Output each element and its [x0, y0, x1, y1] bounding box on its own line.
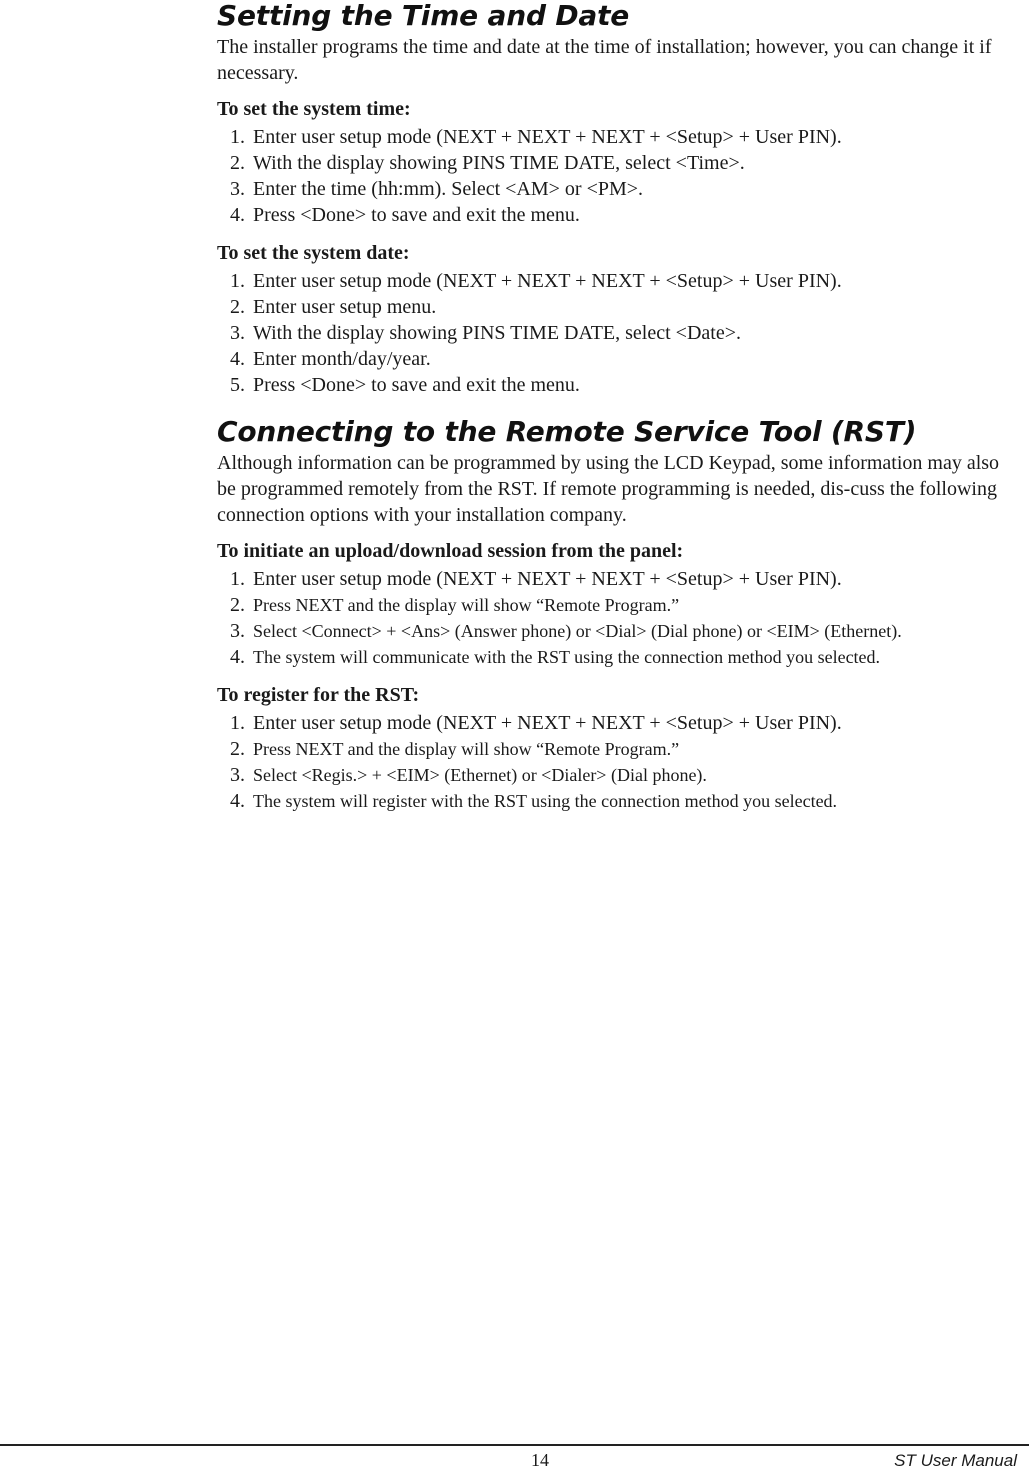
step-text: Press <Done> to save and exit the menu. — [253, 204, 580, 226]
list-item — [217, 618, 1017, 644]
list-item — [217, 736, 1017, 762]
step-number: 4. — [230, 646, 245, 668]
step-number: 4. — [230, 348, 245, 370]
subheading-set-date: To set the system date: — [217, 242, 410, 264]
step-text: Enter user setup menu. — [253, 296, 437, 318]
step-number: 1. — [230, 712, 245, 734]
list-item — [217, 788, 1017, 814]
step-number: 3. — [230, 178, 245, 200]
steps-register-rst — [217, 710, 1017, 814]
steps-upload-download — [217, 566, 1017, 670]
step-number: 5. — [230, 374, 245, 396]
list-item — [217, 346, 1017, 372]
list-item — [217, 762, 1017, 788]
step-text: With the display showing PINS TIME DATE, select <Date>. — [253, 322, 741, 344]
step-text: Select <Connect> + <Ans> (Answer phone) or <Dial> (Dial phone) or <EIM> (Ethernet). — [253, 621, 902, 641]
step-text: The system will communicate with the RST using the connection method you selected. — [253, 647, 881, 667]
step-number: 1. — [230, 126, 245, 148]
step-number: 1. — [230, 568, 245, 590]
list-item — [217, 592, 1017, 618]
subheading-set-time: To set the system time: — [217, 98, 411, 120]
footer-divider — [0, 1444, 1029, 1446]
step-text: With the display showing PINS TIME DATE, select <Time>. — [253, 152, 745, 174]
list-item — [217, 176, 1017, 202]
step-number: 2. — [230, 594, 245, 616]
list-item — [217, 644, 1017, 670]
page-number: 14 — [531, 1450, 549, 1470]
list-item — [217, 320, 1017, 346]
list-item — [217, 710, 1017, 736]
step-number: 2. — [230, 738, 245, 760]
step-text: The system will register with the RST using the connection method you selected. — [253, 791, 838, 811]
step-text: Press NEXT and the display will show “Remote Program.” — [253, 739, 680, 759]
list-item — [217, 202, 1017, 228]
section-intro-rst: Although information can be programmed by using the LCD Keypad, some information may also be programmed remotely from the RST. If remote programming is needed, dis-cuss the following connection options with your installation company. — [217, 452, 1000, 526]
step-text: Press <Done> to save and exit the menu. — [253, 374, 580, 396]
section-intro-time-date: The installer programs the time and date at the time of installation; however, you can change it if necessary. — [217, 36, 992, 84]
step-number: 3. — [230, 620, 245, 642]
step-text: Enter month/day/year. — [253, 348, 431, 370]
list-item — [217, 268, 1017, 294]
manual-title: ST User Manual — [894, 1451, 1017, 1470]
subheading-upload-download: To initiate an upload/download session from the panel: — [217, 540, 684, 562]
step-number: 3. — [230, 764, 245, 786]
steps-set-time — [217, 124, 1017, 228]
list-item — [217, 294, 1017, 320]
list-item — [217, 372, 1017, 398]
step-number: 3. — [230, 322, 245, 344]
steps-set-date — [217, 268, 1017, 398]
subheading-register-rst: To register for the RST: — [217, 684, 420, 706]
list-item — [217, 150, 1017, 176]
step-number: 4. — [230, 204, 245, 226]
section-title-rst: Connecting to the Remote Service Tool (RST) — [217, 415, 917, 448]
step-text: Enter user setup mode (NEXT + NEXT + NEXT + <Setup> + User PIN). — [253, 712, 842, 734]
step-number: 4. — [230, 790, 245, 812]
list-item — [217, 566, 1017, 592]
step-number: 2. — [230, 152, 245, 174]
section-title-time-date: Setting the Time and Date — [217, 0, 630, 32]
step-text: Enter user setup mode (NEXT + NEXT + NEXT + <Setup> + User PIN). — [253, 568, 842, 590]
step-text: Enter user setup mode (NEXT + NEXT + NEXT + <Setup> + User PIN). — [253, 126, 842, 148]
step-number: 1. — [230, 270, 245, 292]
step-number: 2. — [230, 296, 245, 318]
step-text: Enter user setup mode (NEXT + NEXT + NEXT + <Setup> + User PIN). — [253, 270, 842, 292]
page-content — [217, 0, 1017, 814]
step-text: Enter the time (hh:mm). Select <AM> or <PM>. — [253, 178, 644, 200]
step-text: Press NEXT and the display will show “Remote Program.” — [253, 595, 680, 615]
list-item — [217, 124, 1017, 150]
step-text: Select <Regis.> + <EIM> (Ethernet) or <Dialer> (Dial phone). — [253, 765, 707, 785]
